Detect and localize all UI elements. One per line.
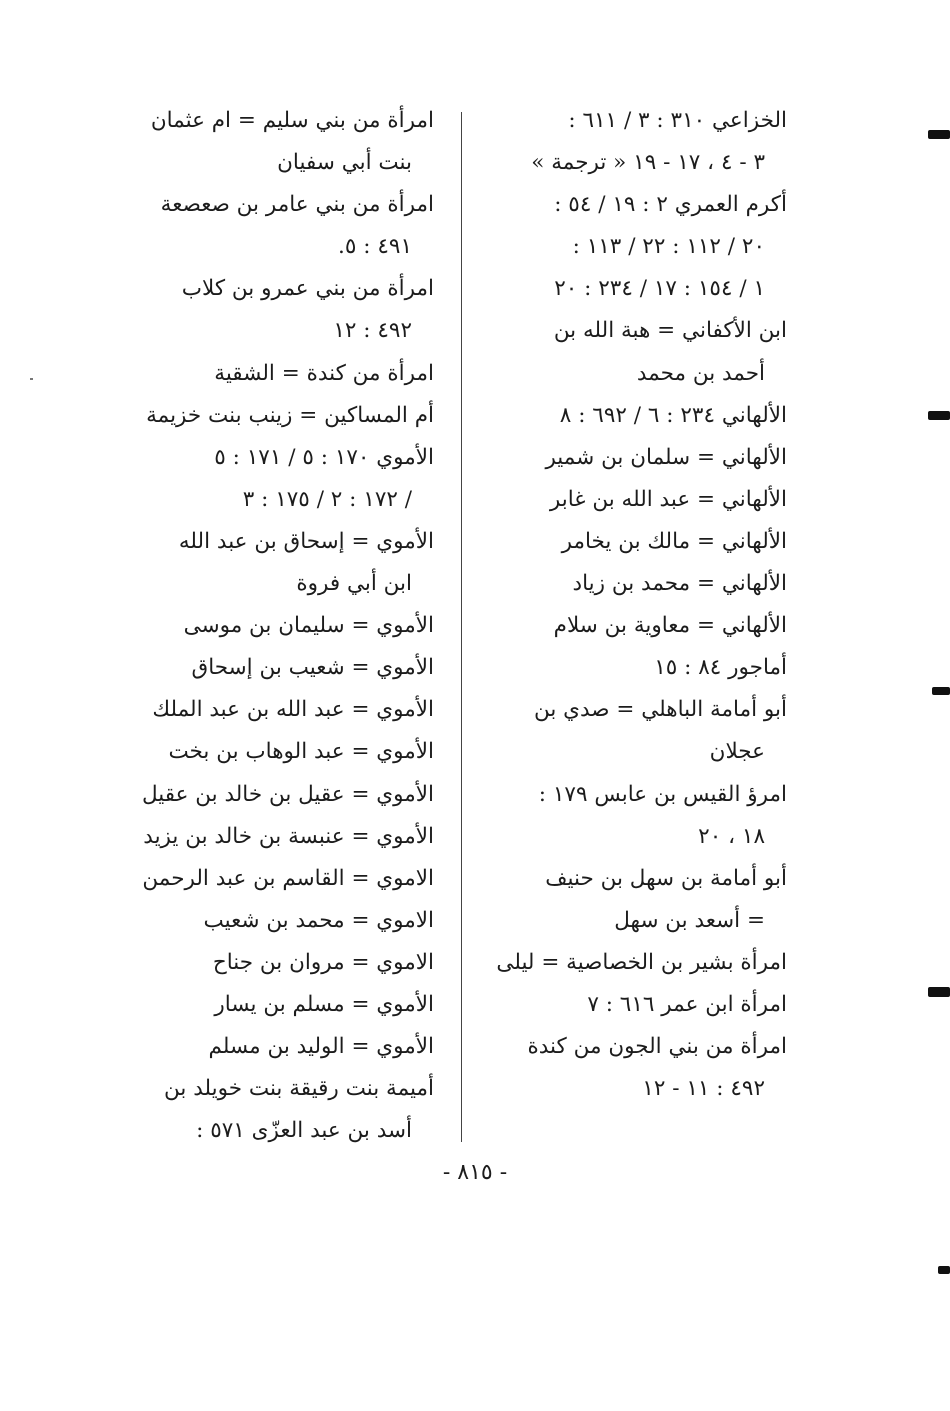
left-column: [122, 100, 434, 1152]
index-entry: الأموي = الوليد بن مسلم: [208, 1034, 434, 1060]
index-entry: الألهاني ٢٣٤ : ٦ / ٦٩٢ : ٨: [559, 402, 787, 428]
binding-mark: [928, 411, 950, 420]
index-entry: الألهاني = معاوية بن سلام: [553, 613, 787, 639]
index-entry: الأموي = سليمان بن موسى: [183, 613, 434, 639]
index-entry-continuation: ٤٩٢ : ١١ - ١٢: [642, 1076, 765, 1102]
index-entry-continuation: ٣ - ٤ ، ١٧ - ١٩ « ترجمة »: [531, 150, 765, 176]
index-entry-continuation: ابن أبي فروة: [296, 571, 412, 597]
index-entry: الاموي = مروان بن جناح: [212, 949, 434, 975]
index-entry: أكرم العمري ٢ : ١٩ / ٥٤ :: [554, 192, 787, 218]
index-entry: الاموي = محمد بن شعيب: [203, 907, 434, 933]
column-divider: [461, 112, 462, 1142]
index-entry: الأموي = عنبسة بن خالد بن يزيد: [143, 823, 434, 849]
index-entry-continuation: ٤٩٢ : ١٢: [333, 318, 412, 344]
binding-mark: [932, 687, 950, 695]
index-entry: امرأة من بني الجون من كندة: [527, 1034, 787, 1060]
index-entry-continuation: ١٨ ، ٢٠: [698, 823, 765, 849]
index-entry: امرأة من بني عامر بن صعصعة: [160, 192, 434, 218]
index-entry: الأموي = عقيل بن خالد بن عقيل: [141, 781, 434, 807]
index-entry: الخزاعي ٣١٠ : ٣ / ٦١١ :: [568, 108, 787, 133]
index-entry: أماجور ٨٤ : ١٥: [654, 655, 787, 681]
index-entry: أم المساكين = زينب بنت خزيمة: [146, 402, 434, 428]
index-entry-continuation: أحمد بن محمد: [636, 360, 765, 386]
index-entry: الاموي = القاسم بن عبد الرحمن: [142, 865, 434, 891]
index-entry: أميمة بنت رقيقة بنت خويلد بن: [164, 1076, 434, 1102]
index-entry: الأموي ١٧٠ : ٥ / ١٧١ : ٥: [214, 444, 434, 470]
index-entry: امرأة من كندة = الشقية: [214, 360, 434, 386]
index-entry-continuation: ٢٠ / ١١٢ : ٢٢ / ١١٣ :: [572, 234, 765, 260]
index-entry-continuation: = أسعد بن سهل: [614, 907, 765, 933]
index-entry: الألهاني = سلمان بن شمير: [545, 444, 787, 470]
index-entry-continuation: ٤٩١ : ٥.: [338, 234, 412, 260]
right-column: [475, 100, 787, 1110]
index-entry: الأموي = إسحاق بن عبد الله: [178, 528, 434, 554]
index-entry: امرأة ابن عمر ٦١٦ : ٧: [587, 991, 787, 1017]
index-entry-continuation: بنت أبي سفيان: [277, 150, 412, 176]
index-entry: ابن الأكفاني = هبة الله بن: [553, 318, 787, 344]
scan-speck: [30, 378, 33, 380]
index-entry: الألهاني = عبد الله بن غابر: [549, 486, 787, 512]
index-entry-continuation: / ١٧٢ : ٢ / ١٧٥ : ٣: [242, 486, 412, 512]
binding-mark: [928, 130, 950, 139]
index-entry: امرأة من بني عمرو بن كلاب: [181, 276, 434, 302]
index-entry-continuation: عجلان: [709, 739, 765, 765]
index-entry: الأموي = عبد الوهاب بن بخت: [168, 739, 434, 765]
index-entry: الأموي = عبد الله بن عبد الملك: [152, 697, 434, 723]
binding-mark: [928, 987, 950, 997]
index-entry: أبو أمامة بن سهل بن حنيف: [545, 865, 787, 891]
binding-mark: [938, 1266, 950, 1274]
page-number: - ٨١٥ -: [442, 1160, 508, 1185]
index-entry: الألهاني = محمد بن زياد: [572, 571, 787, 597]
index-entry-continuation: أسد بن عبد العزّى ٥٧١ :: [196, 1118, 412, 1144]
index-entry: امرأة من بني سليم = ام عثمان: [150, 108, 434, 133]
index-entry: أبو أمامة الباهلي = صدي بن: [534, 697, 787, 723]
index-entry: امرأة بشير بن الخصاصية = ليلى: [496, 949, 787, 975]
index-entry: الأموي = مسلم بن يسار: [214, 991, 434, 1017]
index-entry: الأموي = شعيب بن إسحاق: [191, 655, 434, 681]
index-entry: امرؤ القيس بن عابس ١٧٩ :: [538, 781, 787, 807]
index-entry: الألهاني = مالك بن يخامر: [561, 528, 787, 554]
index-entry-continuation: ١ / ١٥٤ : ١٧ / ٢٣٤ : ٢٠: [554, 276, 765, 302]
